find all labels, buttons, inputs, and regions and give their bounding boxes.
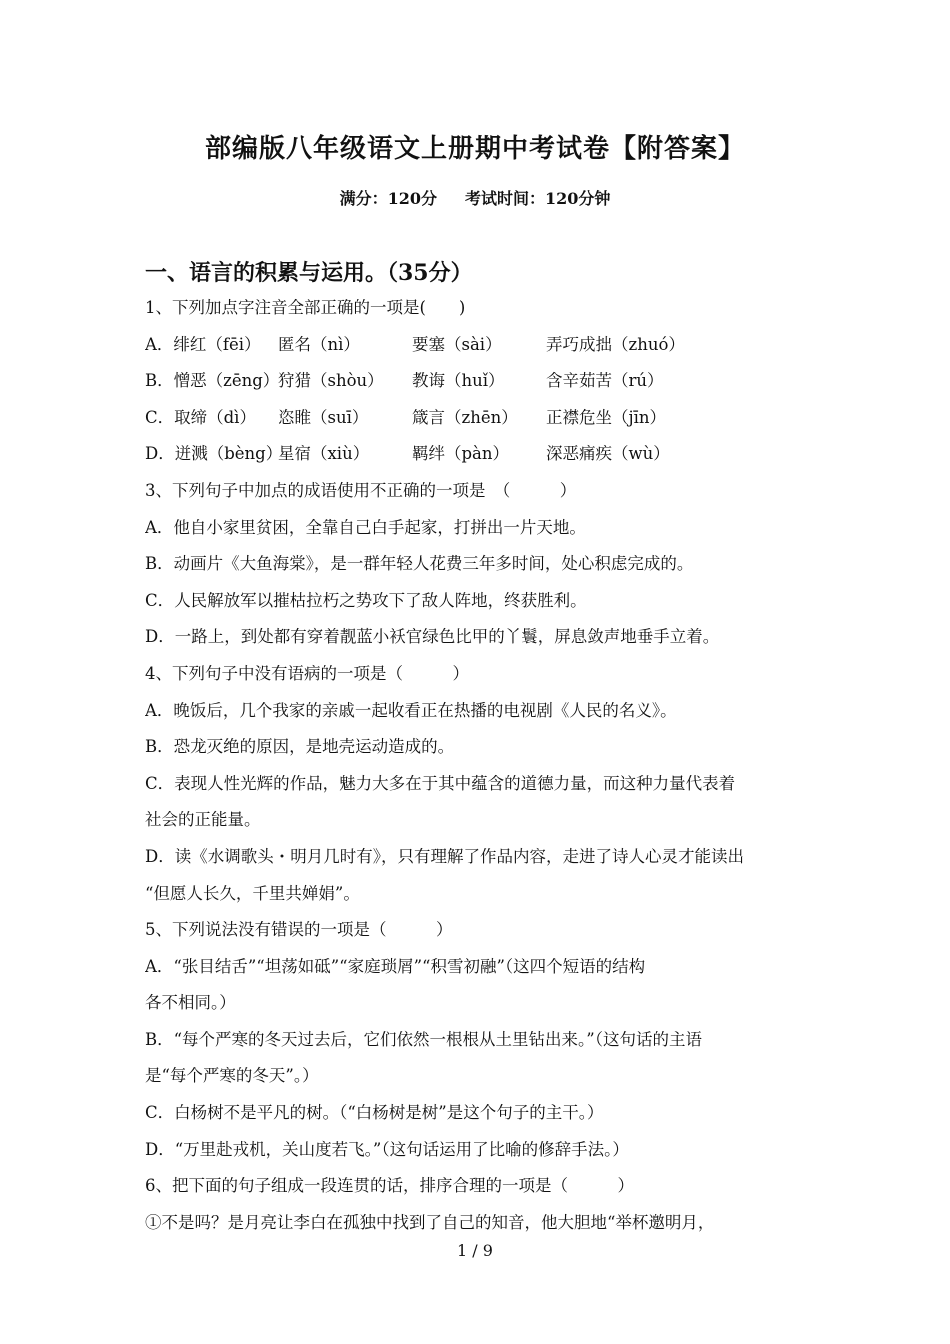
question-list (145, 290, 815, 1241)
option-cell: A．绯红（fēi） (145, 334, 261, 354)
option-cell: 匿名（nì） (278, 334, 360, 354)
q3-option-c: C．人民解放军以摧枯拉朽之势攻下了敌人阵地，终获胜利。 (145, 590, 587, 610)
option-cell: 狩猎（shòu） (278, 371, 384, 391)
q4-option-c: C．表现人性光辉的作品，魅力大多在于其中蕴含的道德力量，而这种力量代表着 (145, 773, 736, 793)
q1-option-c (145, 400, 815, 437)
exam-title: 部编版八年级语文上册期中考试卷【附答案】 (204, 134, 745, 164)
q4-option-d: D．读《水调歌头・明月几时有》，只有理解了作品内容，走进了诗人心灵才能读出 (145, 846, 744, 866)
q4-stem: 4、下列句子中没有语病的一项是（ ） (145, 663, 469, 683)
option-cell: 含辛茹苦（rú） (546, 371, 664, 391)
exam-time: 考试时间：120分钟 (465, 189, 611, 208)
q3-option-b: B．动画片《大鱼海棠》，是一群年轻人花费三年多时间，处心积虑完成的。 (145, 554, 694, 574)
q1-option-a (145, 327, 815, 364)
q6-stem: 6、把下面的句子组成一段连贯的话，排序合理的一项是（ ） (145, 1176, 634, 1196)
q5-option-a: A．“张目结舌”“坦荡如砥”“家庭琐屑”“积雪初融”（这四个短语的结构 (145, 956, 646, 976)
option-cell: D．迸溅（bèng） (145, 444, 283, 464)
q4-option-a: A．晚饭后，几个我家的亲戚一起收看正在热播的电视剧《人民的名义》。 (145, 700, 677, 720)
q4-option-d-cont: “但愿人长久，千里共婵娟”。 (145, 883, 360, 903)
q3-option-a: A．他自小家里贫困，全靠自己白手起家，打拼出一片天地。 (145, 517, 586, 537)
option-cell: 箴言（zhēn） (412, 407, 518, 427)
option-cell: B．憎恶（zēng） (145, 371, 280, 391)
q1-option-d (145, 436, 815, 473)
q5-option-c: C．白杨树不是平凡的树。（“白杨树是树”是这个句子的主干。） (145, 1103, 604, 1123)
q5-option-b: B．“每个严寒的冬天过去后，它们依然一根根从土里钻出来。”（这句话的主语 (145, 1029, 702, 1049)
option-cell: 星宿（xiù） (278, 444, 370, 464)
option-cell: 恣睢（suī） (278, 407, 369, 427)
q5-option-b-cont: 是“每个严寒的冬天”。） (145, 1066, 319, 1086)
option-cell: 正襟危坐（jīn） (546, 407, 667, 427)
page-number: 1 / 9 (457, 1241, 493, 1260)
option-cell: 教诲（huǐ） (412, 371, 505, 391)
q6-sentence-1: ①不是吗？是月亮让李白在孤独中找到了自己的知音，他大胆地“举杯邀明月， (145, 1212, 715, 1232)
option-cell: 弄巧成拙（zhuó） (546, 334, 685, 354)
q1-option-b (145, 363, 815, 400)
option-cell: 要塞（sài） (412, 334, 502, 354)
q3-option-d: D．一路上，到处都有穿着靓蓝小袄官绿色比甲的丫鬟，屏息敛声地垂手立着。 (145, 627, 720, 647)
q5-option-d: D．“万里赴戎机，关山度若飞。”（这句话运用了比喻的修辞手法。） (145, 1139, 629, 1159)
q5-stem: 5、下列说法没有错误的一项是（ ） (145, 920, 453, 940)
q3-stem: 3、下列句子中加点的成语使用不正确的一项是 （ ） (145, 480, 577, 500)
section-heading: 一、语言的积累与运用。（35分） (145, 260, 473, 286)
exam-meta (0, 186, 950, 209)
q1-stem: 1、下列加点字注音全部正确的一项是( ) (145, 298, 466, 317)
q4-option-c-cont: 社会的正能量。 (145, 810, 261, 830)
option-cell: 深恶痛疾（wù） (546, 444, 670, 464)
full-score: 满分：120分 (339, 189, 437, 208)
q5-option-a-cont: 各不相同。） (145, 993, 236, 1013)
q4-option-b: B．恐龙灭绝的原因，是地壳运动造成的。 (145, 737, 455, 757)
option-cell: C．取缔（dì） (145, 407, 256, 427)
option-cell: 羁绊（pàn） (412, 444, 510, 464)
